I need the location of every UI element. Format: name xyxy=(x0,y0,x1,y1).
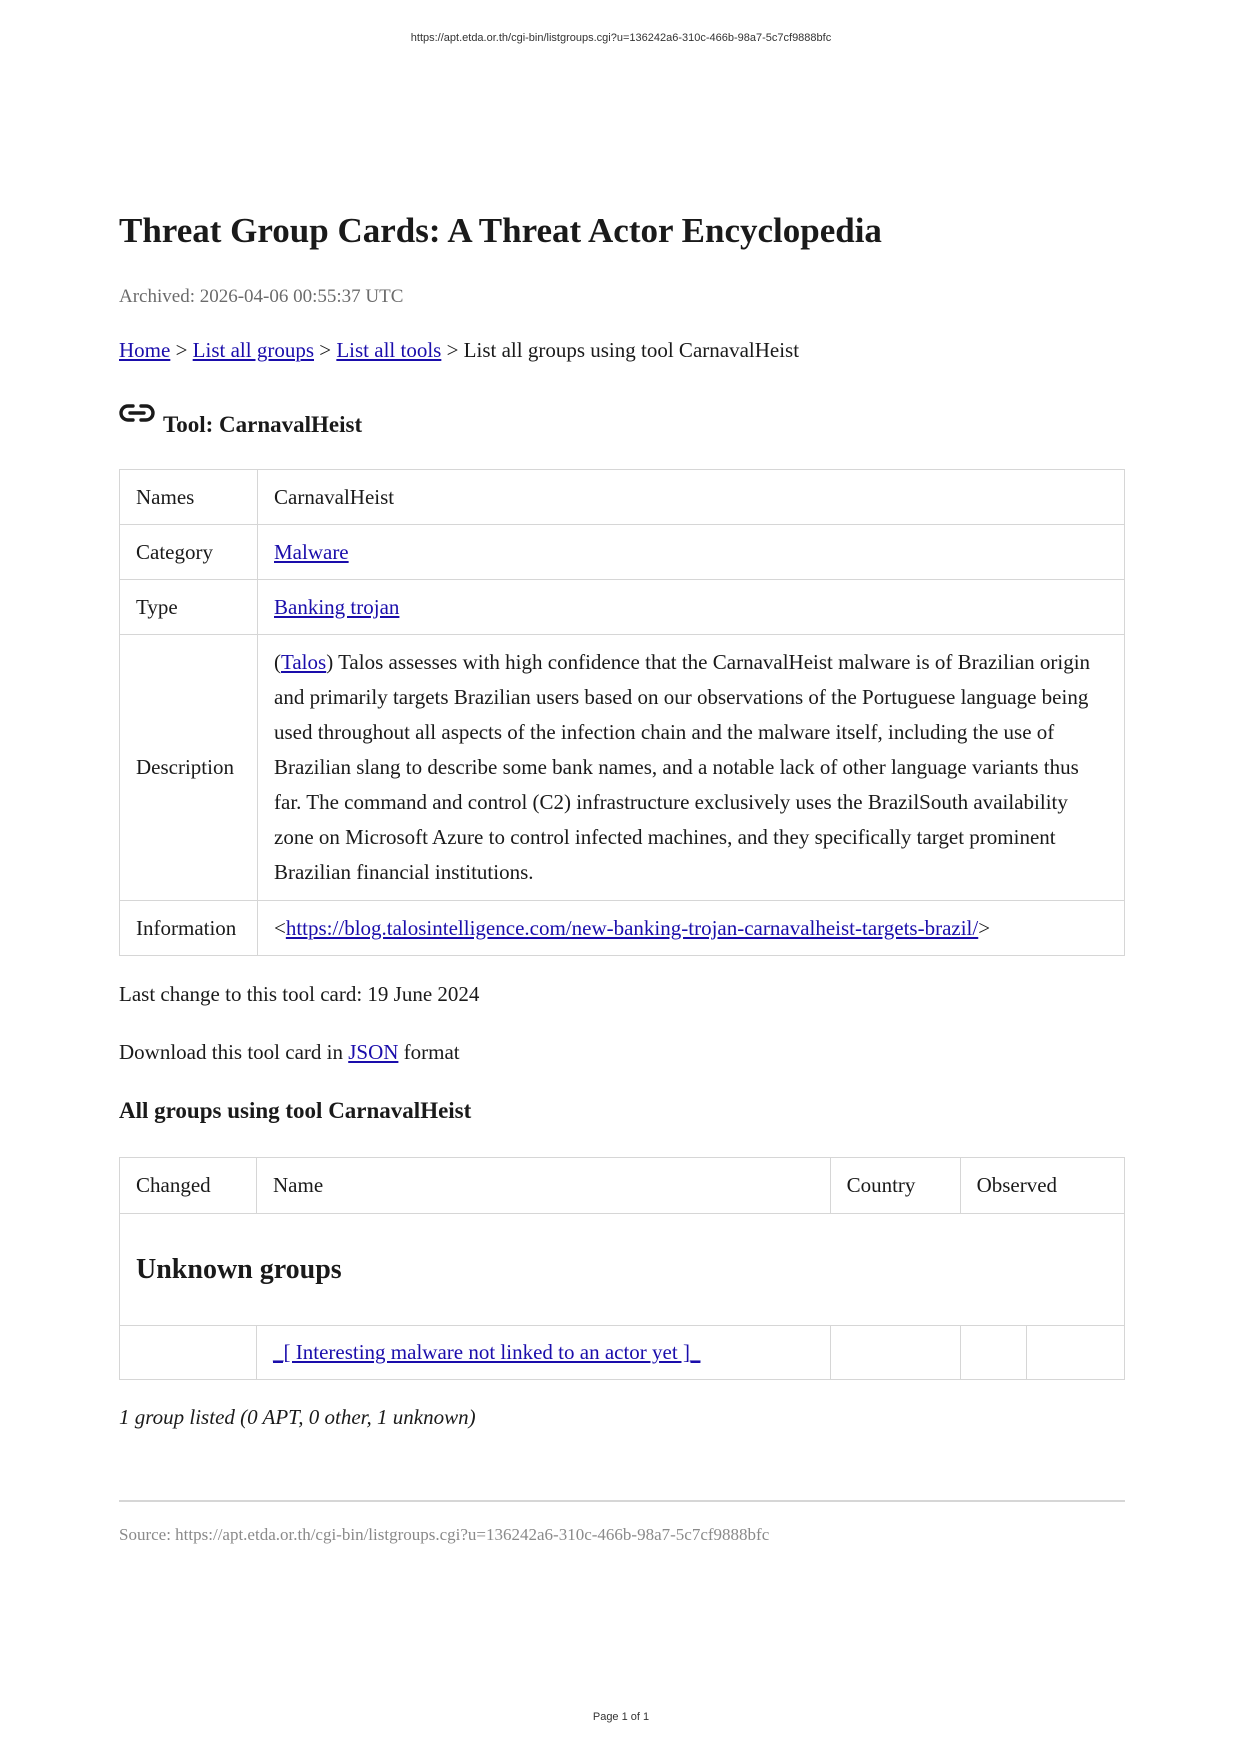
breadcrumb xyxy=(119,338,799,363)
table-row xyxy=(120,635,1125,901)
information-label: Information xyxy=(120,901,258,956)
page-title: Threat Group Cards: A Threat Actor Encyclopedia xyxy=(119,211,882,250)
breadcrumb-groups-link[interactable]: List all groups xyxy=(192,338,314,362)
source-url: Source: https://apt.etda.or.th/cgi-bin/listgroups.cgi?u=136242a6-310c-466b-98a7-5c7cf9888bfc xyxy=(119,1525,770,1544)
table-header-row xyxy=(120,1158,1125,1214)
description-cell xyxy=(258,635,1125,901)
table-row xyxy=(120,1326,1125,1380)
name-cell xyxy=(257,1326,831,1380)
names-value: CarnavalHeist xyxy=(258,470,1125,525)
breadcrumb-separator: > xyxy=(170,338,193,362)
breadcrumb-home-link[interactable]: Home xyxy=(119,338,171,362)
groups-heading: All groups using tool CarnavalHeist xyxy=(119,1098,472,1123)
tool-info-table xyxy=(119,469,1125,956)
page-number: Page 1 of 1 xyxy=(592,1711,650,1723)
description-source-link[interactable]: Talos xyxy=(281,650,327,674)
tool-heading-text: Tool: CarnavalHeist xyxy=(163,412,363,437)
description-text: ) Talos assesses with high confidence that the CarnavalHeist malware is of Brazilian origin and primarily targets Brazilian users based on our observations of the Portuguese language being used throughout all aspects of the infection chain and the malware itself, including the use of Brazilian slang to describe some bank names, and a notable lack of other language variants thus far. The command and control (C2) infrastructure exclusively uses the BrazilSouth availability zone on Microsoft Azure to control infected machines, and they specifically target prominent Brazilian financial institutions. xyxy=(274,650,1091,884)
last-change: Last change to this tool card: 19 June 2024 xyxy=(119,982,480,1006)
changed-cell xyxy=(120,1326,257,1380)
group-summary: 1 group listed (0 APT, 0 other, 1 unknown) xyxy=(119,1405,476,1429)
table-row xyxy=(120,525,1125,580)
names-label: Names xyxy=(120,470,258,525)
groups-table xyxy=(119,1157,1125,1380)
breadcrumb-separator: > xyxy=(314,338,337,362)
information-link[interactable]: https://blog.talosintelligence.com/new-banking-trojan-carnavalheist-targets-brazil/ xyxy=(285,915,979,940)
information-suffix: > xyxy=(978,915,991,940)
section-row xyxy=(120,1214,1125,1326)
observed-cell xyxy=(960,1326,1026,1380)
tool-heading xyxy=(119,400,362,438)
category-link[interactable]: Malware xyxy=(274,539,349,564)
breadcrumb-current: > List all groups using tool CarnavalHeist xyxy=(441,338,800,362)
section-title-unknown-groups: Unknown groups xyxy=(136,1253,342,1285)
section-cell xyxy=(120,1214,1125,1326)
print-header-url: https://apt.etda.or.th/cgi-bin/listgroups.cgi?u=136242a6-310c-466b-98a7-5c7cf9888bfc xyxy=(410,32,832,44)
information-prefix: < xyxy=(274,915,286,940)
download-prefix: Download this tool card in xyxy=(119,1040,349,1064)
breadcrumb-tools-link[interactable]: List all tools xyxy=(336,338,442,362)
link-icon xyxy=(119,400,163,438)
information-cell xyxy=(258,901,1125,956)
category-label: Category xyxy=(120,525,258,580)
description-label: Description xyxy=(120,635,258,901)
type-cell xyxy=(258,580,1125,635)
country-cell xyxy=(830,1326,960,1380)
divider xyxy=(119,1500,1125,1502)
column-header-observed: Observed xyxy=(960,1158,1124,1214)
json-download-link[interactable]: JSON xyxy=(348,1040,399,1064)
column-header-name: Name xyxy=(257,1158,831,1214)
table-row xyxy=(120,580,1125,635)
category-cell xyxy=(258,525,1125,580)
download-line xyxy=(119,1040,460,1065)
table-row xyxy=(120,901,1125,956)
observed-extra-cell xyxy=(1026,1326,1124,1380)
download-suffix: format xyxy=(398,1040,460,1064)
group-link[interactable]: _[ Interesting malware not linked to an actor yet ]_ xyxy=(273,1340,701,1364)
type-label: Type xyxy=(120,580,258,635)
column-header-changed: Changed xyxy=(120,1158,257,1214)
description-open-paren: ( xyxy=(274,650,281,674)
table-row xyxy=(120,470,1125,525)
type-link[interactable]: Banking trojan xyxy=(274,594,400,619)
archived-timestamp: Archived: 2026-04-06 00:55:37 UTC xyxy=(119,286,404,307)
column-header-country: Country xyxy=(830,1158,960,1214)
